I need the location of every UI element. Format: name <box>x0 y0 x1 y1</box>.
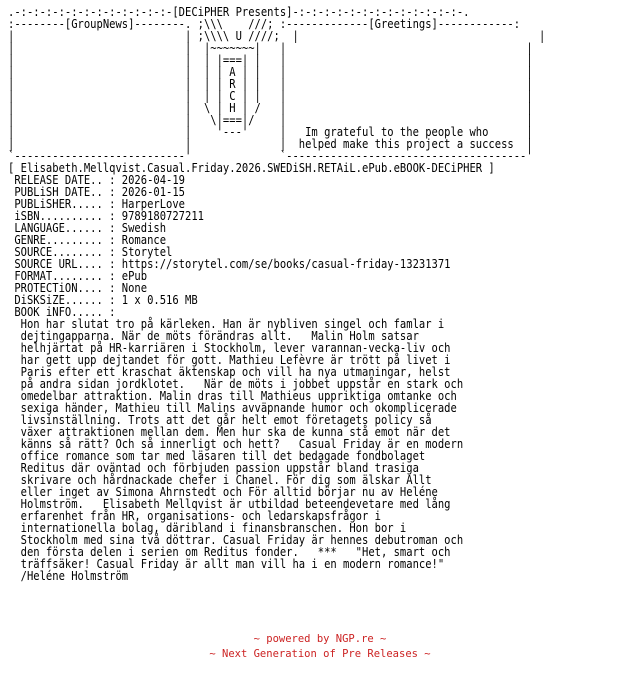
nfo-line: | | \ | H | / | | <box>8 101 533 115</box>
nfo-line: BOOK iNFO..... : <box>8 305 116 319</box>
nfo-line: växer attraktionen mellan dem. Men hur ska de kunna stå emot när det <box>8 425 451 439</box>
nfo-line: `---------------------------' `--------------------------------------' <box>8 149 533 163</box>
nfo-line: Paris efter ett kraschat äktenskap och vill ha nya utmaningar, helst <box>8 365 451 379</box>
nfo-line: | | | | A | | | | <box>8 65 533 79</box>
nfo-line: träffsäker! Casual Friday är allt man vill ha i en modern romance!" <box>8 557 445 571</box>
nfo-line: | | '---' | Im grateful to the people who | <box>8 125 533 139</box>
nfo-line: .-:-:-:-:-:-:-:-:-:-:-:-:-[DECiPHER Presents]-:-:-:-:-:-:-:-:-:-:-:-:-:-. <box>8 5 470 19</box>
nfo-line: iSBN.......... : 9789180727211 <box>8 209 204 223</box>
nfo-line: erfarenhet från HR, organisations- och ledarskapsfrågor i <box>8 509 381 523</box>
nfo-line: skrivare och hårdnackade chefer i Chanel. För dig som älskar Allt <box>8 473 432 487</box>
nfo-line: Hon har slutat tro på kärleken. Han är nybliven singel och famlar i <box>8 317 445 331</box>
nfo-line: den första delen i serien om Reditus fonder. *** "Het, smart och <box>8 545 451 559</box>
nfo-line: LANGUAGE...... : Swedish <box>8 221 167 235</box>
nfo-line: dejtingapparna. När de möts förändras allt. Malin Holm satsar <box>8 329 419 343</box>
footer-tagline: ~ Next Generation of Pre Releases ~ <box>209 648 431 660</box>
nfo-line: Stockholm med sina två döttrar. Casual Friday är hennes debutroman och <box>8 533 464 547</box>
nfo-line: livsinställning. Trots att det går helt emot företagets policy så <box>8 413 432 427</box>
nfo-line: | | | helped make this project a success | <box>8 137 533 151</box>
nfo-line: PUBLiSHER..... : HarperLove <box>8 197 186 211</box>
nfo-line: internationella bolag, däribland i finansbranschen. Hon bor i <box>8 521 407 535</box>
nfo-line: DiSKSiZE...... : 1 x 0.516 MB <box>8 293 198 307</box>
nfo-line: | | | |===| | | | <box>8 53 533 67</box>
nfo-line: | | | | C | | | | <box>8 89 533 103</box>
nfo-line: :--------[GroupNews]--------. ;\\\ ///; :-------------[Greetings]------------: <box>8 17 521 31</box>
nfo-line: | | \|===|/ | | <box>8 113 533 127</box>
nfo-line: PROTECTiON.... : None <box>8 281 148 295</box>
nfo-line: | | ;\\\\ U ////; | | <box>8 29 546 43</box>
nfo-line: eller inget av Simona Ahrnstedt och För alltid börjar nu av Heléne <box>8 485 438 499</box>
nfo-line: SOURCE........ : Storytel <box>8 245 173 259</box>
nfo-line: | | |~~~~~~~| | | <box>8 41 533 55</box>
nfo-line: PUBLiSH DATE.. : 2026-01-15 <box>8 185 186 199</box>
nfo-line: har gett upp dejtandet för gott. Mathieu Lefèvre är trött på livet i <box>8 353 451 367</box>
nfo-line: Reditus där oväntad och förbjuden passion uppstår bland trasiga <box>8 461 419 475</box>
nfo-line: | | | | R | | | | <box>8 77 533 91</box>
footer-powered-by: ~ powered by NGP.re ~ <box>253 633 387 645</box>
nfo-line: på andra sidan jordklotet. När de möts i jobbet uppstår en stark och <box>8 377 464 391</box>
nfo-line: office romance som tar med läsaren till det bedagade fondbolaget <box>8 449 426 463</box>
nfo-line: FORMAT........ : ePub <box>8 269 148 283</box>
nfo-line: RELEASE DATE.. : 2026-04-19 <box>8 173 186 187</box>
nfo-line: Holmström. Elisabeth Mellqvist är utbildad beteendevetare med lång <box>8 497 451 511</box>
nfo-line: SOURCE URL.... : https://storytel.com/se/books/casual-friday-13231371 <box>8 257 451 271</box>
nfo-line: sexiga händer, Mathieu till Malins avväpnande humor och okomplicerade <box>8 401 457 415</box>
nfo-line: känns så rätt? Och så innerligt och hett? Casual Friday är en modern <box>8 437 464 451</box>
nfo-line: GENRE......... : Romance <box>8 233 167 247</box>
nfo-line: /Heléne Holmström <box>8 569 129 583</box>
nfo-text <box>8 6 545 582</box>
nfo-line: helhjärtat på HR-karriären i Stockholm, lever varannan-vecka-liv och <box>8 341 451 355</box>
nfo-line: [ Elisabeth.Mellqvist.Casual.Friday.2026.SWEDiSH.RETAiL.ePub.eBOOK-DECiPHER ] <box>8 161 495 175</box>
nfo-line: omedelbar attraktion. Malin dras till Mathieus uppriktiga omtanke och <box>8 389 457 403</box>
